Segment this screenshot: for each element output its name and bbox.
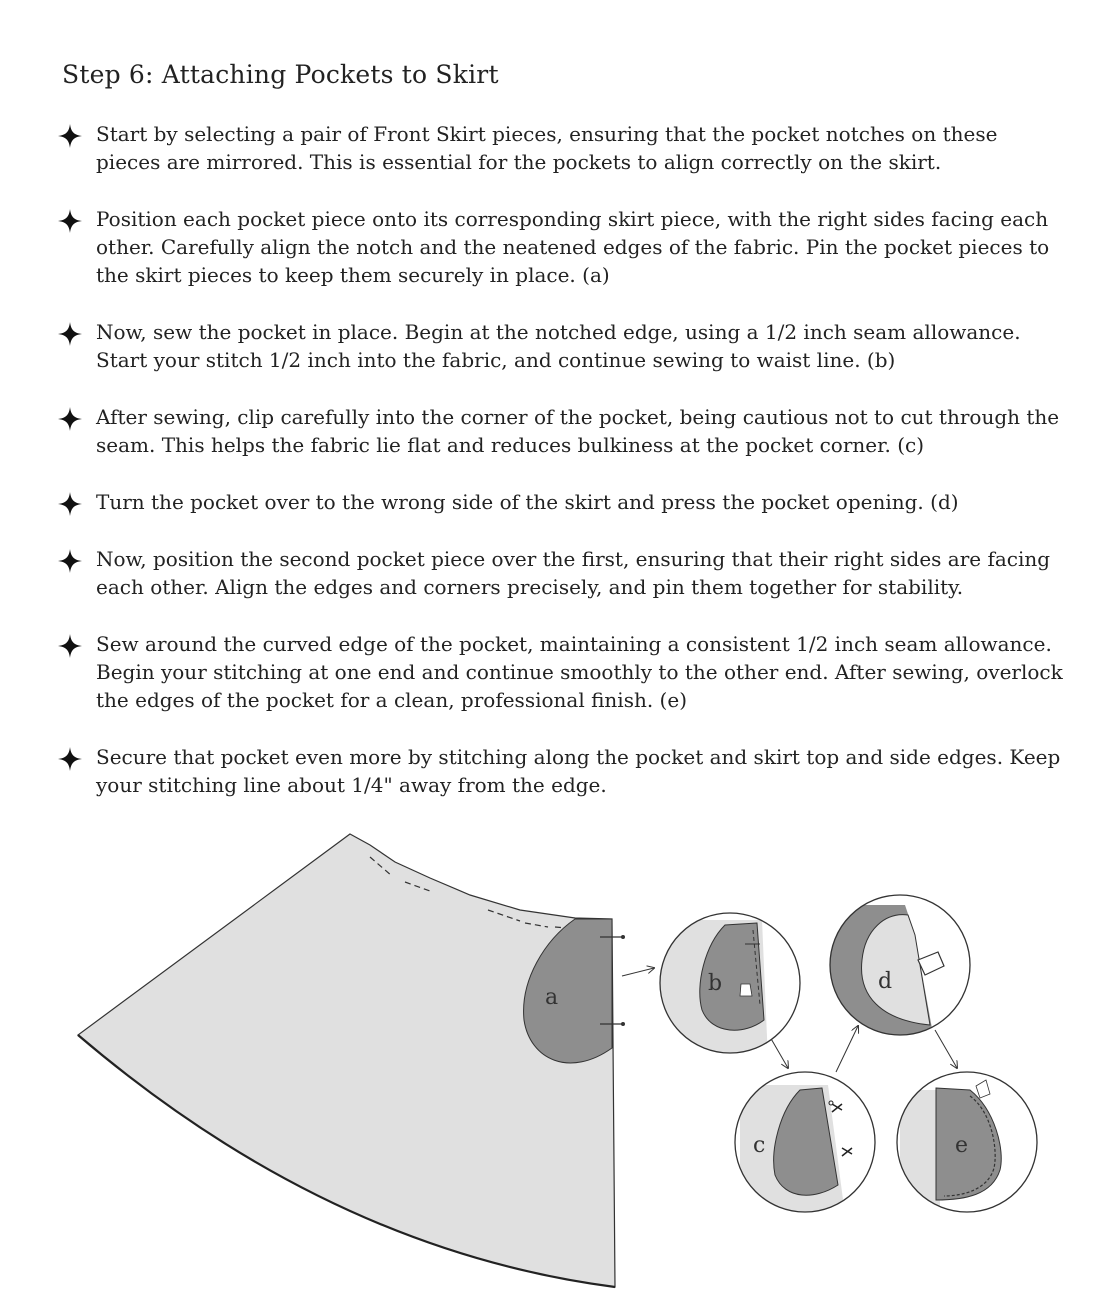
four-point-star-icon bbox=[58, 407, 82, 431]
page-title: Step 6: Attaching Pockets to Skirt bbox=[62, 60, 499, 89]
presser-foot-icon bbox=[740, 984, 752, 996]
label-a: a bbox=[545, 985, 559, 1010]
step-text: Now, position the second pocket piece over the first, ensuring that their right sides are facing each other. Align the edges and corners precisely, and pin them together for stability. bbox=[96, 547, 1051, 599]
four-point-star-icon bbox=[58, 549, 82, 573]
step-text: Start by selecting a pair of Front Skirt pieces, ensuring that the pocket notches on these pieces are mirrored. This is essential for the pockets to align correctly on the skirt. bbox=[96, 122, 998, 174]
detail-circle-c bbox=[730, 1065, 900, 1235]
instruction-step bbox=[58, 488, 1068, 516]
four-point-star-icon bbox=[58, 492, 82, 516]
step-text: Position each pocket piece onto its corresponding skirt piece, with the right sides facing each other. Carefully align the notch and the neatened edges of the fabric. Pin the pocket pieces to the skirt pieces to keep them securely in place. (a) bbox=[96, 207, 1050, 287]
label-c: c bbox=[753, 1133, 766, 1158]
instruction-step bbox=[58, 318, 1068, 374]
four-point-star-icon bbox=[58, 322, 82, 346]
step-text: Sew around the curved edge of the pocket, maintaining a consistent 1/2 inch seam allowance. Begin your stitching at one end and continue smoothly to the other end. After sewing, overlock the edges of the pocket for a clean, professional finish. (e) bbox=[96, 632, 1063, 712]
instruction-step bbox=[58, 120, 1068, 176]
instruction-step bbox=[58, 630, 1068, 714]
skirt-piece-diagram bbox=[78, 834, 625, 1287]
detail-circle-b bbox=[650, 900, 820, 1070]
four-point-star-icon bbox=[58, 209, 82, 233]
step-text: Secure that pocket even more by stitching along the pocket and skirt top and side edges. Keep your stitching line about 1/4" away from the edge. bbox=[96, 745, 1061, 797]
four-point-star-icon bbox=[58, 747, 82, 771]
instruction-step bbox=[58, 205, 1068, 289]
label-d: d bbox=[878, 969, 893, 994]
label-e: e bbox=[955, 1133, 969, 1158]
step-text: Now, sew the pocket in place. Begin at the notched edge, using a 1/2 inch seam allowance. Start your stitch 1/2 inch into the fabric, and continue sewing to waist line. (b) bbox=[96, 320, 1021, 372]
instruction-step bbox=[58, 545, 1068, 601]
pocket-illustration bbox=[0, 815, 1118, 1305]
instruction-list bbox=[58, 120, 1068, 799]
detail-circle-e bbox=[892, 1065, 1062, 1235]
instruction-step bbox=[58, 743, 1068, 799]
four-point-star-icon bbox=[58, 634, 82, 658]
instruction-step bbox=[58, 403, 1068, 459]
four-point-star-icon bbox=[58, 124, 82, 148]
label-b: b bbox=[708, 971, 723, 996]
step-text: After sewing, clip carefully into the corner of the pocket, being cautious not to cut through the seam. This helps the fabric lie flat and reduces bulkiness at the pocket corner. (c) bbox=[96, 405, 1060, 457]
detail-circle-d bbox=[820, 880, 990, 1050]
step-text: Turn the pocket over to the wrong side of the skirt and press the pocket opening. (d) bbox=[96, 490, 959, 514]
